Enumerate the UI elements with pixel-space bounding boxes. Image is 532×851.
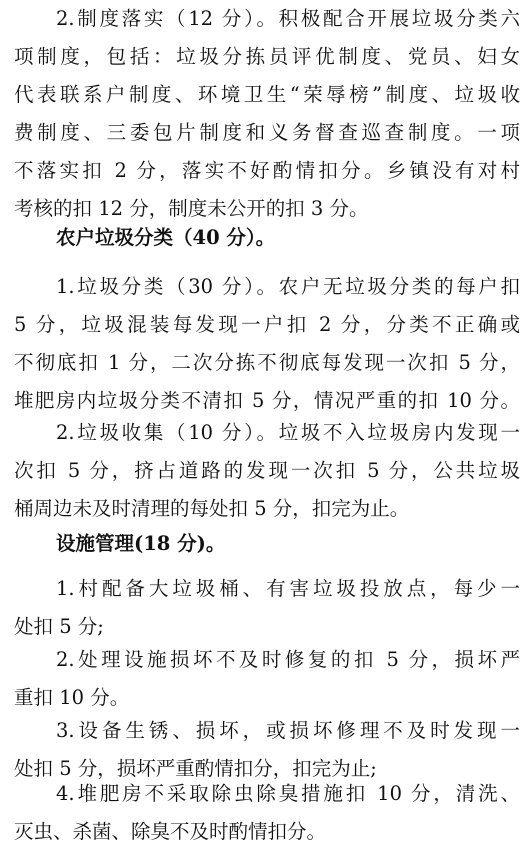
section-heading-facility-management: 设施管理(18 分)。 xyxy=(56,532,226,555)
text-line: 不落实扣 2 分，落实不好酌情扣分。乡镇没有对村 xyxy=(14,159,520,182)
text-line: 3.设备生锈、损坏，或损坏修理不及时发现一 xyxy=(56,719,520,742)
text-line: 1.垃圾分类（30 分）。农户无垃圾分类的每户扣 xyxy=(56,275,520,298)
text-line: 处扣 5 分; xyxy=(14,615,104,638)
text-line: 费制度、三委包片制度和义务督查巡查制度。一项 xyxy=(14,121,520,144)
paragraph-facility-item-2 xyxy=(0,641,532,717)
text-line: 桶周边未及时清理的每处扣 5 分，扣完为止。 xyxy=(14,497,410,520)
text-line: 重扣 10 分。 xyxy=(14,686,130,709)
paragraph-garbage-sorting xyxy=(0,268,532,420)
text-line: 次扣 5 分，挤占道路的发现一次扣 5 分，公共垃圾 xyxy=(14,459,520,482)
text-line: 考核的扣 12 分，制度未公开的扣 3 分。 xyxy=(14,197,369,220)
text-line: 2.制度落实（12 分）。积极配合开展垃圾分类六 xyxy=(56,7,520,30)
text-line: 5 分，垃圾混装每发现一户扣 2 分，分类不正确或 xyxy=(14,313,520,336)
text-line: 堆肥房内垃圾分类不清扣 5 分，情况严重的扣 10 分。 xyxy=(14,389,520,412)
paragraph-facility-item-1 xyxy=(0,570,532,646)
text-line: 1.村配备大垃圾桶、有害垃圾投放点，每少一 xyxy=(56,577,520,600)
text-line: 处扣 5 分，损坏严重酌情扣分，扣完为止; xyxy=(14,757,377,780)
paragraph-garbage-collection xyxy=(0,414,532,528)
paragraph-system-implementation xyxy=(0,0,532,228)
text-line: 代表联系户制度、环境卫生“荣辱榜”制度、垃圾收 xyxy=(14,83,520,106)
text-line: 灭虫、杀菌、除臭不及时酌情扣分。 xyxy=(14,820,327,843)
text-line: 2.垃圾收集（10 分）。垃圾不入垃圾房内发现一 xyxy=(56,421,520,444)
text-line: 不彻底扣 1 分，二次分拣不彻底每发现一次扣 5 分， xyxy=(14,351,520,374)
text-line: 项制度，包括：垃圾分拣员评优制度、党员、妇女 xyxy=(14,45,520,68)
section-heading-household-sorting: 农户垃圾分类（40 分）。 xyxy=(56,226,276,249)
text-line: 2.处理设施损坏不及时修复的扣 5 分，损坏严 xyxy=(56,648,520,671)
text-line: 4.堆肥房不采取除虫除臭措施扣 10 分，清洗、 xyxy=(56,782,520,805)
paragraph-facility-item-4 xyxy=(0,775,532,851)
